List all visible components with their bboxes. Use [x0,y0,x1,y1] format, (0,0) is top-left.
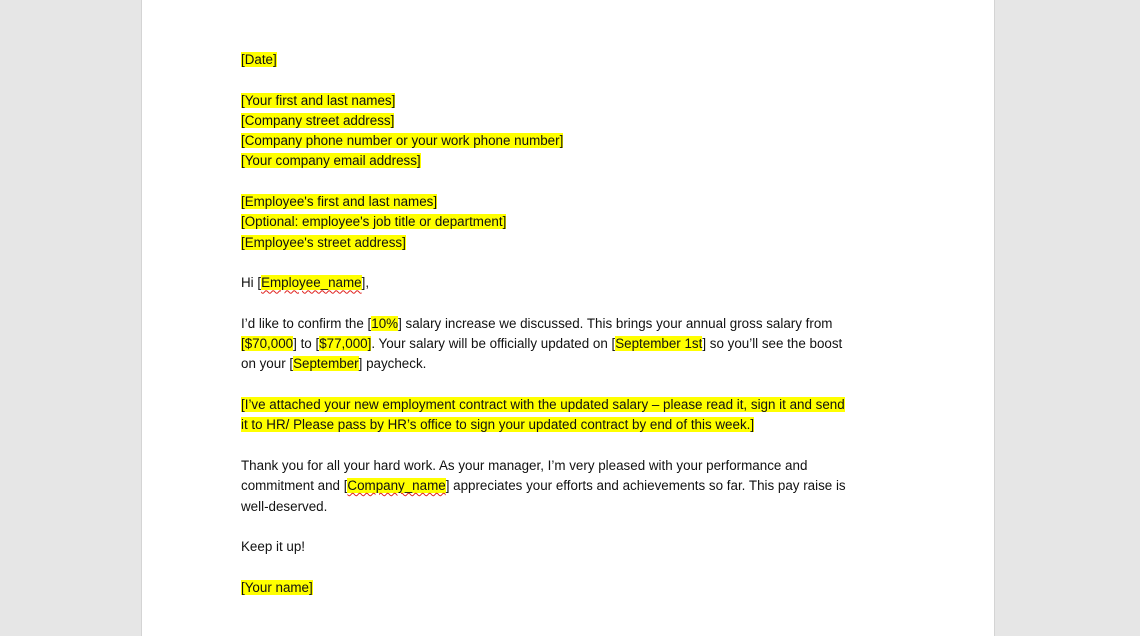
sender-phone: [Company phone number or your work phone number] [241,133,564,149]
raise-percent: 10% [371,315,399,331]
signature-name: [Your name] [241,579,313,595]
p1-text-1: I’d like to confirm the [ [241,315,372,331]
update-date: September 1st [615,336,703,352]
document-page[interactable] [141,0,995,636]
new-salary: $77,000] [319,336,372,352]
p3-text-3: ] appreciates your efforts and achievements so far. This pay raise is [445,478,846,494]
p3-text-2: commitment and [ [241,478,348,494]
sender-name: [Your first and last names] [241,92,396,108]
p3-text-1: Thank you for all your hard work. As your manager, I’m very pleased with your performance and [241,457,808,473]
old-salary: [$70,000 [241,336,294,352]
greeting [241,273,901,293]
paycheck-month: September [293,356,359,372]
p1-text-7: ] paycheck. [358,356,427,372]
recipient-block [241,192,901,253]
thanks-paragraph [241,456,901,517]
sender-email: [Your company email address] [241,153,421,169]
p3-text-4: well-deserved. [241,498,328,514]
recipient-street: [Employee's street address] [241,234,406,250]
salary-paragraph [241,314,901,375]
p1-text-6: on your [ [241,356,294,372]
date-paragraph [241,50,901,70]
sender-street: [Company street address] [241,112,395,128]
date-placeholder: [Date] [241,52,277,67]
contract-paragraph [241,395,901,436]
contract-line-1: [I’ve attached your new employment contract with the updated salary – please read it, sign it and send [241,397,845,413]
signature [241,578,901,598]
company-name: Company_name [347,478,446,494]
greeting-suffix: ], [361,275,370,291]
contract-line-2: it to HR/ Please pass by HR’s office to sign your updated contract by end of this week.] [241,417,755,433]
letter-body[interactable] [241,50,901,618]
recipient-name: [Employee's first and last names] [241,194,438,210]
greeting-prefix: Hi [ [241,275,262,291]
p1-text-5: ] so you’ll see the boost [702,336,843,352]
recipient-title: [Optional: employee's job title or department] [241,214,507,230]
p1-text-2: ] salary increase we discussed. This brings your annual gross salary from [398,315,833,331]
p1-text-4: . Your salary will be officially updated on [ [371,336,616,352]
p1-text-3: ] to [ [293,336,320,352]
closing-text: Keep it up! [241,539,306,555]
sender-block [241,91,901,172]
greeting-employee-name: Employee_name [261,275,362,291]
closing [241,537,901,557]
